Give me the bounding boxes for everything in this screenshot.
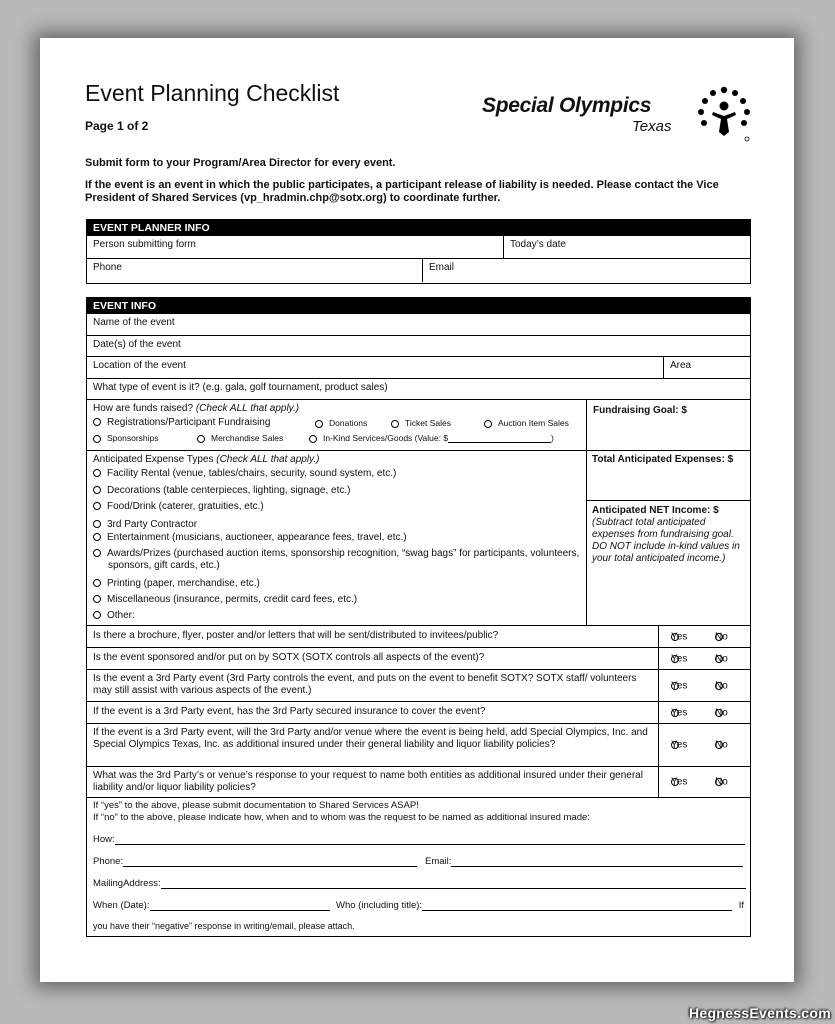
person-submitting-label: Person submitting form [93, 239, 196, 250]
net-income-note: (Subtract total anticipated expenses from fundraising goal. DO NOT include in-kind values in your total anticipated income.) [592, 517, 740, 564]
expense-awards-prizes[interactable] [93, 548, 595, 572]
option-label: Merchandise Sales [211, 433, 284, 443]
radio-icon [93, 435, 101, 443]
radio-icon [484, 420, 492, 428]
event-dates-label: Date(s) of the event [93, 339, 181, 350]
mailing-address-line[interactable] [161, 888, 746, 889]
event-type-label: What type of event is it? (e.g. gala, golf tournament, product sales) [93, 382, 388, 393]
how-field[interactable] [93, 834, 745, 845]
when-line[interactable] [150, 910, 330, 911]
when-field[interactable] [93, 900, 330, 911]
net-income-field[interactable] [587, 501, 750, 569]
planner-info-table [86, 219, 751, 284]
followup-yes: If “yes” to the above, please submit documentation to Shared Services ASAP! [93, 800, 419, 811]
radio-icon [93, 533, 101, 541]
radio-icon [93, 486, 101, 494]
fundraising-goal-label: Fundraising Goal: $ [593, 405, 687, 416]
radio-icon [93, 502, 101, 510]
question-third-party: Is the event a 3rd Party event (3rd Party controls the event, and puts on the event to benefit SOTX? SOTX staff/ volunteers may still assist with various aspects of the event.) [93, 673, 637, 696]
followup-phone-field[interactable] [93, 856, 417, 867]
option-donations[interactable] [315, 418, 367, 428]
no-label: No [715, 653, 728, 664]
followup-email-label: Email: [425, 856, 452, 867]
expense-printing[interactable] [93, 578, 260, 589]
question-row [87, 647, 750, 669]
logo-region: Texas [632, 118, 672, 135]
radio-icon [93, 469, 101, 477]
option-label: Miscellaneous (insurance, permits, credit card fees, etc.) [107, 594, 358, 605]
no-label: No [715, 631, 728, 642]
no-label: No [715, 739, 728, 751]
question-brochure: Is there a brochure, flyer, poster and/or letters that will be sent/distributed to invitees/public? [93, 630, 499, 641]
expense-types-section [87, 451, 586, 625]
negative-response-note: you have their “negative” response in writing/email, please attach. [93, 921, 355, 931]
option-label: Ticket Sales [405, 418, 451, 428]
question-row [87, 669, 750, 701]
followup-phone-line[interactable] [123, 866, 417, 867]
person-submitting-field[interactable] [87, 236, 503, 258]
question-row [87, 625, 750, 647]
option-label: Sponsorships [107, 433, 159, 443]
radio-icon [391, 420, 399, 428]
expense-other[interactable] [93, 610, 135, 621]
radio-icon [315, 420, 323, 428]
planner-info-header: EVENT PLANNER INFO [87, 220, 750, 236]
question-sponsored: Is the event sponsored and/or put on by SOTX (SOTX controls all aspects of the event)? [93, 652, 485, 663]
intro-liability-note: If the event is an event in which the public participates, a participant release of liability is needed. Please contact the Vice President of Shared Services (vp_hradmin.chp@sotx.org) to coordinate further. [85, 179, 719, 204]
how-line[interactable] [115, 844, 745, 845]
watermark: HegnessEvents.com [688, 1005, 831, 1021]
expense-entertainment[interactable] [93, 532, 407, 543]
if-label: If [738, 900, 744, 911]
olympics-emblem-icon [695, 84, 753, 146]
question-additional-insured: If the event is a 3rd Party event, will the 3rd Party and/or venue where the event is being held, add Special Olympics, Inc. and Special Olympics Texas, Inc. as additional insured under their general liability and liquor liability policies? [93, 727, 648, 750]
followup-email-line[interactable] [451, 866, 743, 867]
radio-icon [93, 418, 101, 426]
option-registrations[interactable] [93, 417, 270, 428]
event-info-header: EVENT INFO [87, 298, 750, 314]
option-label: Decorations (table centerpieces, lighting, signage, etc.) [107, 485, 351, 496]
radio-icon [93, 579, 101, 587]
option-ticket-sales[interactable] [391, 418, 451, 428]
when-label: When (Date): [93, 900, 150, 911]
who-line[interactable] [422, 910, 732, 911]
email-label: Email [429, 262, 455, 273]
radio-icon [309, 435, 317, 443]
option-auction-item-sales[interactable] [484, 418, 569, 428]
expense-facility-rental[interactable] [93, 468, 396, 479]
radio-icon [197, 435, 205, 443]
question-row [87, 723, 750, 766]
no-label: No [715, 776, 728, 788]
event-location-label: Location of the event [93, 360, 186, 371]
option-label: Donations [329, 418, 368, 428]
followup-section [87, 797, 750, 934]
option-label: Printing (paper, merchandise, etc.) [107, 578, 260, 589]
in-kind-value-line[interactable] [448, 442, 551, 443]
email-field[interactable] [422, 259, 750, 282]
expense-types-question: Anticipated Expense Types [93, 454, 214, 465]
intro-instruction: Submit form to your Program/Area Director for every event. [85, 157, 396, 169]
expense-decorations[interactable] [93, 485, 350, 496]
radio-icon [93, 611, 101, 619]
option-merchandise-sales[interactable] [197, 433, 283, 443]
who-field[interactable] [336, 900, 732, 911]
total-expenses-label: Total Anticipated Expenses: $ [592, 454, 734, 465]
funds-raised-section [87, 400, 586, 450]
todays-date-label: Today’s date [510, 239, 566, 250]
mailing-address-field[interactable] [93, 878, 746, 889]
yes-label: Yes [671, 707, 688, 718]
event-name-label: Name of the event [93, 317, 175, 328]
followup-email-field[interactable] [425, 856, 743, 867]
page-title: Event Planning Checklist [85, 80, 340, 106]
event-type-field[interactable] [87, 378, 750, 399]
option-sponsorships[interactable] [93, 433, 159, 443]
total-expenses-field[interactable] [587, 451, 750, 501]
radio-icon [93, 549, 101, 557]
event-area-label: Area [670, 360, 692, 371]
event-location-field[interactable] [87, 357, 663, 378]
net-income-label: Anticipated NET Income: $ [592, 505, 719, 516]
yes-label: Yes [671, 776, 688, 788]
option-in-kind[interactable] [309, 433, 554, 443]
radio-icon [93, 595, 101, 603]
event-name-field[interactable] [87, 314, 750, 335]
funds-raised-hint: (Check ALL that apply.) [195, 403, 300, 414]
yes-label: Yes [671, 653, 688, 664]
option-label: Other: [107, 610, 135, 621]
expense-contractor[interactable] [93, 519, 197, 530]
followup-phone-label: Phone: [93, 856, 124, 867]
expense-miscellaneous[interactable] [93, 594, 357, 605]
followup-no: If “no” to the above, please indicate how, when and to whom was the request to be named as additional insured made: [93, 812, 590, 823]
yes-label: Yes [671, 739, 688, 751]
event-area-field[interactable] [663, 357, 750, 378]
question-row [87, 701, 750, 723]
expense-types-hint: (Check ALL that apply.) [216, 454, 320, 465]
option-label: In-Kind Services/Goods (Value: $ [323, 433, 449, 443]
question-insurance: If the event is a 3rd Party event, has the 3rd Party secured insurance to cover the event? [93, 706, 486, 717]
question-response: What was the 3rd Party’s or venue’s response to your request to name both entities as additional insured under their general liability and/or liquor liability policies? [93, 770, 643, 793]
page-number: Page 1 of 2 [85, 119, 149, 133]
funds-raised-question: How are funds raised? [93, 403, 194, 414]
special-olympics-logo [482, 84, 754, 152]
totals-column [586, 451, 750, 625]
event-dates-field[interactable] [87, 335, 750, 356]
option-label: 3rd Party Contractor [107, 519, 198, 530]
option-label: Food/Drink (caterer, gratuities, etc.) [107, 501, 264, 512]
how-label: How: [93, 834, 115, 845]
no-label: No [715, 680, 728, 691]
option-label: Registrations/Participant Fundraising [107, 417, 271, 428]
who-label: Who (including title): [336, 900, 423, 911]
event-info-table [86, 297, 751, 937]
document-page [40, 38, 794, 982]
option-label: Awards/Prizes (purchased auction items, sponsorship recognition, “swag bags” for participants, volunteers, sponsors, gift cards, etc.) [107, 548, 580, 571]
yes-label: Yes [671, 680, 688, 691]
phone-label: Phone [93, 262, 122, 273]
mailing-address-label: MailingAddress: [93, 878, 161, 889]
phone-field[interactable] [87, 259, 422, 282]
question-row [87, 766, 750, 797]
option-label: Entertainment (musicians, auctioneer, appearance fees, travel, etc.) [107, 532, 407, 543]
no-label: No [715, 707, 728, 718]
option-label: Facility Rental (venue, tables/chairs, security, sound system, etc.) [107, 468, 397, 479]
expense-food-drink[interactable] [93, 501, 264, 512]
logo-brand: Special Olympics [482, 94, 652, 117]
fundraising-goal-field[interactable] [586, 400, 750, 450]
yes-label: Yes [671, 631, 688, 642]
option-label: Auction Item Sales [498, 418, 569, 428]
in-kind-close: ) [551, 433, 554, 443]
todays-date-field[interactable] [503, 236, 750, 258]
radio-icon [93, 520, 101, 528]
